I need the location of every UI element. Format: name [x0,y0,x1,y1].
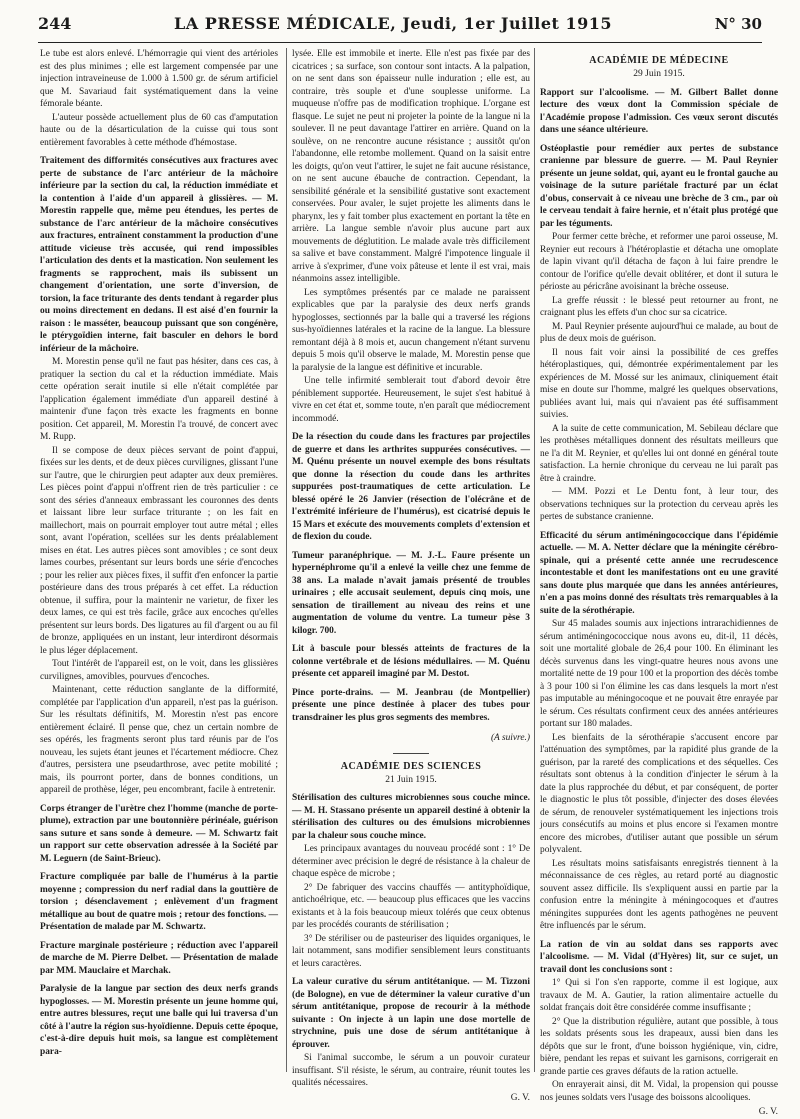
article-heading: Lit à bascule pour blessés atteints de fractures de la colonne vertébrale et de lésions médullaires. — M. Quénu présente cet appareil imaginé par M. Destot. [292,644,530,679]
section-date: 21 Juin 1915. [385,774,437,785]
column-rule [286,48,287,1072]
article-heading: Traitement des difformités consécutives aux fractures avec perte de substance de l'arc antérieur de la mâchoire inférieure par la section du cal, la réduction immédiate et la contention à l'aide d'un appareil à glissières. — M. Morestin rappelle que, même peu étendues, les pertes de substance de l'arc antérieur de la mâchoire consécutives aux fractures, entraînent constamment la production d'une attitude vicieuse très accusée, qui rend impossibles l'articulation des dents et la mastication. Non seulement les fragments se rapprochent, mais ils subissent un changement d'orientation, une sorte d'inversion, de torsion, la face triturante des dents tendant à regarder plus ou moins directement en dedans. Il est aisé d'en fournir la raison : le masséter, beaucoup puissant que son congénère, le ptérygoïdien interne, fait basculer en dehors le bord inférieur de la mâchoire. [40,156,278,354]
paragraph: Les symptômes présentés par ce malade ne paraissent explicables que par la paralysie des deux nerfs grands hypoglosses, sectionnés par la balle qui a traversé les régions sus-hyoïdiennes latérales et la racine de la langue. La blessure remontant déjà à 8 mois et, aucun changement n'étant survenu depuis 5 mois qu'il observe le malade, M. Morestin pense que la paralysie de la langue est définitive et incurable. [292,287,530,373]
page-number: 244 [38,14,72,33]
article-heading: Rapport sur l'alcoolisme. — M. Gilbert Ballet donne lecture des vœux dont la Commission spéciale de l'Académie propose l'admission. Ces vœux seront discutés dans une séance ultérieure. [540,87,778,136]
paragraph: Le tube est alors enlevé. L'hémorragie qui vient des artérioles est des plus minimes ; elle est largement compensée par une injection intraveineuse de 1.000 à 1.500 gr. de sérum artificiel que M. Savariaud fait systématiquement dans la veine fémorale béante. [40,49,278,109]
column-2 [292,48,530,1103]
to-be-continued: (A suivre.) [490,733,530,743]
article-heading: Pince porte-drains. — M. Jeanbrau (de Montpellier) présente une pince destinée à placer des tubes pour transdrainer les plus gros segments des membres. [292,687,530,723]
paragraph: 3° De stériliser ou de pasteuriser des liquides organiques, le lait notamment, sans modifier sensiblement leurs constituants et leurs caractères. [292,933,530,969]
column-rule [534,48,535,1072]
paragraph: Les résultats moins satisfaisants enregistrés tiennent à la méconnaissance de ces règles, au retard porté au diagnostic souvent assez difficile. Ils s'expliquent aussi en partie par la confusion entre la méningite à méningocoques et d'autres méningites suppurées dont les agents pathogènes ne peuvent être influencés par le sérum. [540,858,778,932]
paragraph: Pour fermer cette brèche, et reformer une paroi osseuse, M. Reynier eut recours à l'hétéroplastie et détacha une omoplate de lapin vivant qu'il détacha de façon à lui faire prendre le contour de l'orifice qu'elle devait oblitérer, et dont il sutura le périoste au péricrâne avoisinant la brèche osseuse. [540,232,778,293]
paragraph: lysée. Elle est immobile et inerte. Elle n'est pas fixée par des cicatrices ; sa surface, son contour sont intacts. A la palpation, on ne sent dans son épaisseur nulle induration ; elle est, au contraire, très souple et d'une souplesse uniforme. La muqueuse n'offre pas de modification trophique. L'organe est flasque. Le sujet ne peut ni projeter la pointe de la langue ni la soulever. Il ne peut davantage l'attirer en arrière. Quand on la soulève, on ne rencontre aucune résistance ; aussitôt qu'on l'abandonne, elle retombe mollement. Quand on la saisit entre les doigts, qu'on veut l'attirer, le sujet ne fait aucune résistance, on ne sent aucune ébauche de contraction. Cependant, la sensibilité générale et la sensibilité gustative sont exactement conservées. Pour avaler, le sujet projette les aliments dans le pharynx, les y fait tomber plus exactement en portant la tête en arrière. La langue semble n'avoir plus aucune part aux mouvements de déglutition. Le malade avale très difficilement sa salive et bave constamment. Malgré l'impotence linguale il arrive à s'exprimer, d'une voix pâteuse et lente il est vrai, mais néanmoins assez intelligible. [292,49,530,284]
article-heading: Paralysie de la langue par section des deux nerfs grands hypoglosses. — M. Morestin présente un jeune homme qui, entre autres blessures, reçut une balle qui lui traversa d'un côté à l'autre la région sus-hyoïdienne. Depuis cette époque, c'est-à-dire depuis huit mois, sa langue est complètement para- [40,984,278,1057]
article-heading: Efficacité du sérum antiméningococcique dans l'épidémie actuelle. — M. A. Netter déclare que la méningite cérébro-spinale, qui a présenté cette année une recrudescence incontestable et dont les manifestations ont eu une gravité sans doute plus marquée que dans les années antérieures, n'en a pas moins donné des résultats très remarquables à la suite de la sérothérapie. [540,530,778,616]
paragraph: Les bienfaits de la sérothérapie s'accusent encore par l'atténuation des symptômes, par la rapidité plus grande de la guérison, par la rareté des complications et des séquelles. Ces résultats sont obtenus à la condition d'injecter le sérum à la date la plus rapprochée du début, et par conséquent, de porter le diagnostic le plus tôt possible, d'injecter des doses élevées de sérum, de renouveler systématiquement les injections trois jours consécutifs au moins et plus encore si l'examen montre encore des microbes, d'utiliser autant que possible un sérum polyvalent. [540,732,778,856]
paragraph: La greffe réussit : le blessé peut retourner au front, ne craignant plus les effets d'un choc sur sa cicatrice. [540,295,778,319]
paragraph: Sur 45 malades soumis aux injections intrarachidiennes de sérum antiméningococcique nous avons eu, dit-il, 11 décès, soit une mortalité globale de 26,4 pour 100. En éliminant les décès survenus dans les vingt-quatre heures nous avons une mortalité nette de 19 pour 100 et la proportion des décès tombe à 3 pour 100 si l'on élimine les cas dans lesquels la mort n'est pas imputable au méningocoque et ne pouvait être enrayée par le sérum. Ces résultats confirment ceux des années antérieures portant sur 180 malades. [540,619,778,730]
paragraph: On enrayerait ainsi, dit M. Vidal, la propension qui pousse nos jeunes soldats vers l'usage des boissons alcooliques. [540,1080,778,1103]
paragraph: 2° De fabriquer des vaccins chauffés — antityphoïdique, antichoélrique, etc. — beaucoup plus efficaces que les vaccins existants et à la fois beaucoup mieux tolérés que ceux obtenus par les procédés courants de stérilisation ; [292,882,530,931]
signature: G. V. [758,1107,778,1118]
paragraph: Si l'animal succombe, le sérum a un pouvoir curateur insuffisant. S'il résiste, le sérum, au contraire, réunit toutes les qualités nécessaires. [292,1053,530,1089]
paragraph: Une telle infirmité semblerait tout d'abord devoir être péniblement supportée. Heureusement, le sujet s'est habitué à vivre en cet état et, somme toute, n'en paraît que médiocrement incommodé. [292,376,530,424]
paragraph: L'auteur possède actuellement plus de 60 cas d'amputation haute ou de la désarticulation de la cuisse qui tous sont entièrement favorables à cette méthode d'hémostase. [40,112,278,148]
paragraph: M. Morestin pense qu'il ne faut pas hésiter, dans ces cas, à pratiquer la section du cal et la réduction immédiate. Mais cette opération serait inutile si elle n'était complétée par l'application également immédiate d'un appareil destiné à maintenir d'une façon très exacte les fragments en bonne position. Cet appareil, M. Morestin l'a trouvé, de concert avec M. Rupp. [40,357,278,442]
page-header [38,14,762,43]
section-date: 29 Juin 1915. [633,69,685,80]
paragraph: — MM. Pozzi et Le Dentu font, à leur tour, des observations techniques sur la protection du cerveau après les pertes de substance cranienne. [540,487,778,523]
paragraph: Il se compose de deux pièces servant de point d'appui, fixées sur les dents, et de deux pièces curvilignes, glissant l'une sur l'autre, que le chirurgien peut adapter aux deux premières. Les pièces point d'appui n'offrent rien de très particulier : ce sont des séries d'anneaux embrassant les couronnes des dents et laissant libre leur surface triturante ; on les fait en maillechort, mais on pourrait employer tout autre métal ; elles sont, avant l'opération, scellées sur les dents préalablement mises en état. Les autres pièces sont amovibles ; ce sont deux lames courbes, présentant sur leurs bords une série d'encoches ; pour les relier aux pièces fixes, il suffit d'en enfoncer la partie postérieure dans des trous préparés à cet effet. La réduction obtenue, il suffira, pour la maintenir ne varietur, de fixer les deux lames, ce qui est très facile, grâce aux encoches qu'elles présentent sur leurs bords. Des ligatures au fil d'argent ou au fil de bronze, appliquées en un instant, leur interdiront désormais le plus léger déplacement. [40,445,278,656]
article-heading: Tumeur paranéphrique. — M. J.-L. Faure présente un hypernéphrome qu'il a enlevé la veille chez une femme de 38 ans. La malade n'avait jamais présenté de troubles urinaires ; elle accusait seulement, depuis cinq mois, une sensation de tiraillement au niveau des reins et une augmentation de volume du ventre. La tumeur pèse 3 kilogr. 700. [292,550,530,636]
signature: G. V. [510,1092,530,1103]
section-separator [393,753,429,754]
article-heading: Fracture marginale postérieure ; réduction avec l'appareil de marche de M. Pierre Delbet. — Présentation de malade par MM. Mauclaire et Marchak. [40,940,278,976]
column-1 [40,48,278,1076]
paragraph: Les principaux avantages du nouveau procédé sont : 1° De déterminer avec précision le degré de résistance à la chaleur de chaque espèce de microbe ; [292,844,530,880]
paragraph: 2° Que la distribution régulière, autant que possible, à tous les soldats présents sous les drapeaux, aussi bien dans les dépôts que sur le front, d'une boisson hygiénique, vin, cidre, bière, pendant les repas et suivant les garnisons, corrigerait en grande partie ces graves défauts de la ration actuelle. [540,1016,778,1077]
section-title: ACADÉMIE DES SCIENCES [340,760,482,772]
paragraph: Maintenant, cette réduction sanglante de la difformité, complétée par l'application d'un appareil, n'est pas la guérison. Sur les résultats définitifs, M. Morestin n'est pas encore entièrement éclairé. Il pense que, chez un certain nombre de ses opérés, les fragments seront plus tard réunis par de l'os nouveau, les sujets étant jeunes et l'écartement médiocre. Chez d'autres, persistera une pseudarthrose, avec petite mobilité ; mais, ils pourront porter, dans de bonnes conditions, un appareil de prothèse, léger, peu encombrant, facile à entretenir. [40,685,278,795]
journal-title: LA PRESSE MÉDICALE, Jeudi, 1er Juillet 1915 [174,14,613,33]
article-heading: Stérilisation des cultures microbiennes sous couche mince. — M. H. Stassano présente un appareil destiné à obtenir la stérilisation des cultures ou des émulsions microbiennes par la chaleur sous couche mince. [292,793,530,841]
article-heading: La ration de vin au soldat dans ses rapports avec l'alcoolisme. — M. Vidal (d'Hyères) lit, sur ce sujet, un travail dont les conclusions sont : [540,939,778,975]
article-heading: Corps étranger de l'urètre chez l'homme (manche de porte-plume), extraction par une boutonnière périnéale, guérison sans suture et sans sonde à demeure. — M. Schwartz fait un rapport sur cette observation adressée à la Société par M. Leguern (de Saint-Brieuc). [40,803,278,864]
paragraph: Tout l'intérêt de l'appareil est, on le voit, dans les glissières curvilignes, amovibles, pourvues d'encoches. [40,659,278,682]
article-heading: De la résection du coude dans les fractures par projectiles de guerre et dans les arthrites suppurées consécutives. — M. Quénu présente un nouvel exemple des bons résultats que donne la résection du coude dans les arthrites suppurées post-traumatiques de cette articulation. Le blessé opéré le 26 Janvier (résection de l'olécrâne et de l'extrémité inférieure de l'humérus), est cicatrisé depuis le 15 Mars et exécute des mouvements complets d'extension et de flexion du coude. [292,432,530,542]
paragraph: A la suite de cette communication, M. Sebileau déclare que les prothèses métalliques donnent des résultats meilleurs que ne l'a dit M. Reynier, et qu'elles lui ont donné en général toute satisfaction. La hernie chronique du cerveau ne lui paraît pas être à craindre. [540,423,778,484]
paragraph: M. Paul Reynier présente aujourd'hui ce malade, au bout de plus de deux mois de guérison. [540,321,778,345]
column-3 [540,48,778,1118]
paragraph: 1° Qui si l'on s'en rapporte, comme il est logique, aux travaux de M. A. Gautier, la ration alimentaire actuelle du soldat français doit être considérée comme insuffisante ; [540,978,778,1014]
article-heading: La valeur curative du sérum antitétanique. — M. Tizzoni (de Bologne), en vue de déterminer la valeur curative d'un sérum antitétanique, propose de recourir à la méthode suivante : On injecte à un lapin une dose mortelle de strychnine, puis une dose de sérum antitétanique à éprouver. [292,977,530,1050]
paragraph: Il nous fait voir ainsi la possibilité de ces greffes hétéroplastiques, qui, démontrée expérimentalement par les expériences de M. Mossé sur les animaux, cliniquement était mise en doute sur l'homme, malgré les quelques observations, publiées avant lui, mais qui n'avaient pas été suffisamment suivies. [540,347,778,421]
issue-number: N° 30 [714,15,762,33]
article-heading: Ostéoplastie pour remédier aux pertes de substance cranienne par blessure de guerre. — M. Paul Reynier présente un jeune soldat, qui, ayant eu le frontal gauche au voisinage de la suture pariétale fracturé par un éclat d'obus, conservait à ce niveau une brèche de 3 cm., par où le cerveau tendait à faire hernie, et n'était plus protégé que par les téguments. [540,143,778,229]
article-heading: Fracture compliquée par balle de l'humérus à la partie moyenne ; compression du nerf radial dans la gouttière de torsion ; désenclavement ; enlèvement d'un fragment métallique au bout de quatre mois ; retour des fonctions. — Présentation de malade par M. Schwartz. [40,872,278,932]
section-title: ACADÉMIE DE MÉDECINE [589,55,729,66]
